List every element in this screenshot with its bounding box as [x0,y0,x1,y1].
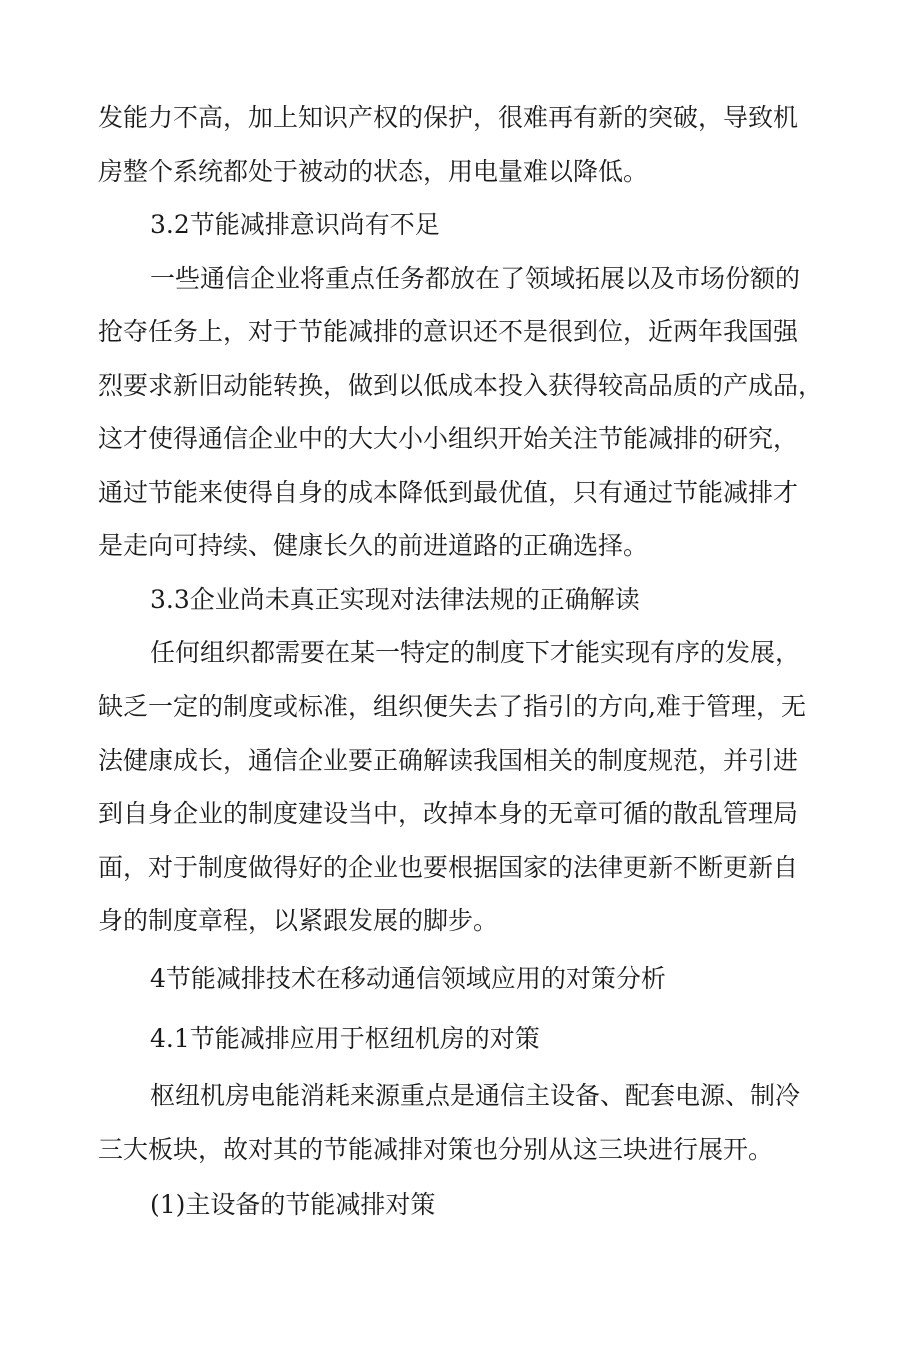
section-heading-4: 4节能减排技术在移动通信领域应用的对策分析 [150,964,666,993]
paragraph-first-line: 一些通信企业将重点任务都放在了领域拓展以及市场份额的 [150,264,801,293]
section-heading-3-2: 3.2节能减排意识尚有不足 [150,210,440,239]
body-text-line: 是走向可持续、健康长久的前进道路的正确选择。 [98,531,649,560]
paragraph-first-line: 枢纽机房电能消耗来源重点是通信主设备、配套电源、制冷 [150,1081,801,1110]
body-text-line: 缺乏一定的制度或标准，组织便失去了指引的方向,难于管理，无 [98,692,806,721]
body-text-line: 身的制度章程，以紧跟发展的脚步。 [98,906,499,935]
body-text-line: 法健康成长，通信企业要正确解读我国相关的制度规范，并引进 [98,746,799,775]
section-heading-3-3: 3.3企业尚未真正实现对法律法规的正确解读 [150,585,640,614]
body-text-line: 面，对于制度做得好的企业也要根据国家的法律更新不断更新自 [98,853,799,882]
section-heading-4-1: 4.1节能减排应用于枢纽机房的对策 [150,1024,540,1053]
subsection-heading-1: (1)主设备的节能减排对策 [150,1190,436,1219]
paragraph-first-line: 任何组织都需要在某一特定的制度下才能实现有序的发展， [150,638,801,667]
body-text-line: 抢夺任务上，对于节能减排的意识还不是很到位，近两年我国强 [98,317,799,346]
body-text-line: 通过节能来使得自身的成本降低到最优值，只有通过节能减排才 [98,478,799,507]
body-text-line: 三大板块，故对其的节能减排对策也分别从这三块进行展开。 [98,1135,774,1164]
body-text-line: 烈要求新旧动能转换，做到以低成本投入获得较高品质的产成品， [98,371,824,400]
body-text-line: 发能力不高，加上知识产权的保护，很难再有新的突破，导致机 [98,103,799,132]
body-text-line: 这才使得通信企业中的大大小小组织开始关注节能减排的研究， [98,424,799,453]
body-text-line: 房整个系统都处于被动的状态，用电量难以降低。 [98,157,649,186]
body-text-line: 到自身企业的制度建设当中，改掉本身的无章可循的散乱管理局 [98,799,799,828]
